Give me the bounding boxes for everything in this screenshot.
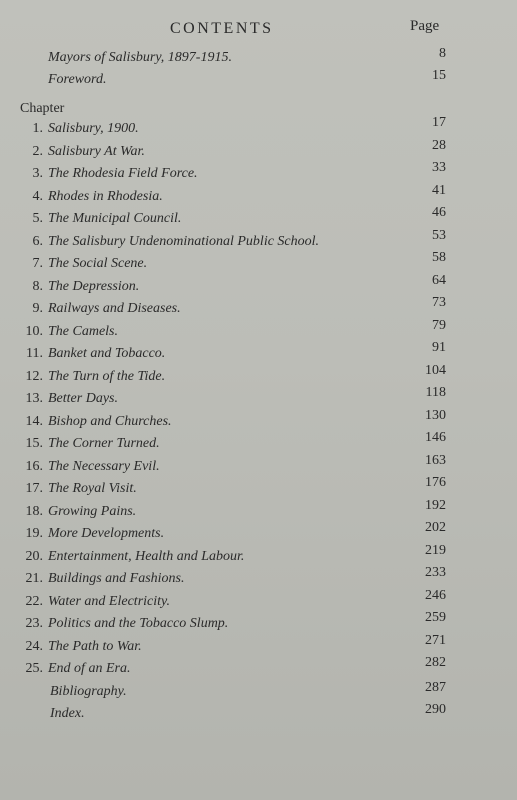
- chapter-page-number: 58: [432, 250, 446, 265]
- chapter-number: 25.: [25, 661, 43, 676]
- toc-entry-index: [50, 702, 446, 722]
- chapter-title: The Depression.: [48, 279, 140, 294]
- chapter-page-number: 246: [425, 588, 446, 603]
- chapter-title: Railways and Diseases.: [48, 301, 181, 316]
- chapter-title: Rhodes in Rhodesia.: [48, 189, 163, 204]
- chapter-title: Entertainment, Health and Labour.: [48, 549, 245, 564]
- chapter-number: 20.: [25, 549, 43, 564]
- chapter-number: 9.: [32, 301, 43, 316]
- chapter-page-number: 41: [432, 183, 446, 198]
- chapter-number: 14.: [25, 414, 43, 429]
- entry-title: Bibliography.: [50, 684, 127, 699]
- toc-chapter-entry: [20, 453, 446, 475]
- chapter-number: 22.: [25, 594, 43, 609]
- entry-page-number: 15: [432, 68, 446, 83]
- chapter-number: 8.: [32, 279, 43, 294]
- toc-entry-foreword: [48, 68, 446, 88]
- chapter-page-number: 259: [425, 610, 446, 625]
- chapter-title: Salisbury At War.: [48, 144, 145, 159]
- chapter-page-number: 79: [432, 318, 446, 333]
- entry-title: Mayors of Salisbury, 1897-1915.: [48, 50, 232, 65]
- toc-chapter-entry: [20, 295, 446, 317]
- chapter-number: 3.: [32, 166, 43, 181]
- toc-entry-mayors: [48, 46, 446, 66]
- chapter-title: Salisbury, 1900.: [48, 121, 139, 136]
- toc-chapter-entry: [20, 385, 446, 407]
- entry-page-number: 287: [425, 680, 446, 695]
- chapter-title: The Salisbury Undenominational Public School.: [48, 234, 320, 249]
- toc-chapter-entry: [20, 498, 446, 520]
- chapter-number: 18.: [25, 504, 43, 519]
- chapter-title: The Social Scene.: [48, 256, 148, 271]
- chapter-number: 1.: [32, 121, 43, 136]
- chapter-number: 2.: [32, 144, 43, 159]
- chapter-title: The Royal Visit.: [48, 481, 137, 496]
- toc-chapter-entry: [20, 138, 446, 160]
- chapter-number: 16.: [25, 459, 43, 474]
- toc-chapter-entry: [20, 273, 446, 295]
- chapter-number: 10.: [25, 324, 43, 339]
- toc-chapter-entry: [20, 565, 446, 587]
- chapter-title: The Corner Turned.: [48, 436, 160, 451]
- toc-chapter-entry: [20, 318, 446, 340]
- toc-chapter-entry: [20, 430, 446, 452]
- toc-chapter-entry: [20, 655, 446, 677]
- chapter-page-number: 104: [425, 363, 446, 378]
- contents-heading: CONTENTS: [170, 20, 274, 37]
- chapter-title: Politics and the Tobacco Slump.: [48, 616, 229, 631]
- chapter-title: Buildings and Fashions.: [48, 571, 185, 586]
- chapter-number: 12.: [25, 369, 43, 384]
- chapter-title: The Path to War.: [48, 639, 142, 654]
- chapter-title: Water and Electricity.: [48, 594, 170, 609]
- toc-chapter-entry: [20, 183, 446, 205]
- toc-chapter-entry: [20, 520, 446, 542]
- chapter-page-number: 163: [425, 453, 446, 468]
- toc-chapter-entry: [20, 543, 446, 565]
- toc-chapter-entry: [20, 205, 446, 227]
- chapter-page-number: 233: [425, 565, 446, 580]
- entry-title: Index.: [50, 706, 85, 721]
- chapter-number: 11.: [26, 346, 43, 361]
- chapter-title: Bishop and Churches.: [48, 414, 172, 429]
- entry-page-number: 290: [425, 702, 446, 717]
- chapter-page-number: 33: [432, 160, 446, 175]
- chapter-number: 24.: [25, 639, 43, 654]
- toc-chapter-entry: [20, 610, 446, 632]
- toc-chapter-entry: [20, 408, 446, 430]
- chapter-title: Better Days.: [48, 391, 118, 406]
- chapter-number: 17.: [25, 481, 43, 496]
- chapter-title: The Necessary Evil.: [48, 459, 160, 474]
- chapter-page-number: 271: [425, 633, 446, 648]
- chapter-page-number: 53: [432, 228, 446, 243]
- toc-entry-bibliography: [50, 680, 446, 700]
- chapter-title: More Developments.: [48, 526, 165, 541]
- chapter-page-number: 28: [432, 138, 446, 153]
- chapter-title: The Municipal Council.: [48, 211, 182, 226]
- chapter-title: The Rhodesia Field Force.: [48, 166, 198, 181]
- toc-chapter-entry: [20, 115, 446, 137]
- toc-chapter-entry: [20, 228, 446, 250]
- toc-chapter-entry: [20, 363, 446, 385]
- page-column-label: Page: [410, 18, 440, 34]
- chapter-page-number: 282: [425, 655, 446, 670]
- chapter-number: 7.: [32, 256, 43, 271]
- chapter-title: The Camels.: [48, 324, 118, 339]
- chapter-page-number: 46: [432, 205, 446, 220]
- chapter-title: The Turn of the Tide.: [48, 369, 166, 384]
- chapter-page-number: 73: [432, 295, 446, 310]
- chapter-title: Growing Pains.: [48, 504, 137, 519]
- chapter-number: 5.: [32, 211, 43, 226]
- chapter-page-number: 118: [425, 385, 446, 400]
- chapter-page-number: 146: [425, 430, 446, 445]
- chapter-number: 6.: [32, 234, 43, 249]
- chapter-page-number: 176: [425, 475, 446, 490]
- chapter-page-number: 219: [425, 543, 446, 558]
- chapter-number: 23.: [25, 616, 43, 631]
- chapter-page-number: 64: [432, 273, 446, 288]
- chapter-page-number: 192: [425, 498, 446, 513]
- chapter-number: 21.: [25, 571, 43, 586]
- chapter-title: End of an Era.: [48, 661, 131, 676]
- chapter-page-number: 130: [425, 408, 446, 423]
- toc-chapter-entry: [20, 475, 446, 497]
- chapter-number: 15.: [25, 436, 43, 451]
- toc-chapter-entry: [20, 633, 446, 655]
- chapter-page-number: 202: [425, 520, 446, 535]
- toc-chapter-entry: [20, 588, 446, 610]
- chapter-title: Banket and Tobacco.: [48, 346, 166, 361]
- entry-page-number: 8: [439, 46, 446, 61]
- chapter-number: 13.: [25, 391, 43, 406]
- chapter-page-number: 91: [432, 340, 446, 355]
- toc-chapter-entry: [20, 340, 446, 362]
- chapter-number: 19.: [25, 526, 43, 541]
- entry-title: Foreword.: [48, 72, 107, 87]
- chapter-page-number: 17: [432, 115, 446, 130]
- chapter-number: 4.: [32, 189, 43, 204]
- chapter-column-label: Chapter: [20, 101, 65, 116]
- toc-chapter-entry: [20, 250, 446, 272]
- toc-chapter-entry: [20, 160, 446, 182]
